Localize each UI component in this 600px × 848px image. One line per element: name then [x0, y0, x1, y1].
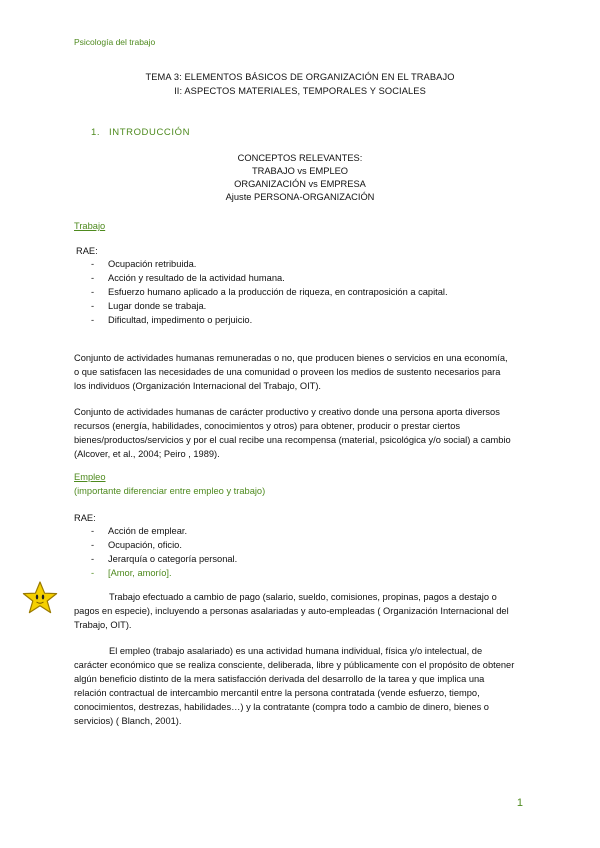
list-item: - Ocupación, oficio.	[91, 540, 182, 550]
empleo-note: (importante diferenciar entre empleo y trabajo)	[74, 486, 266, 496]
list-item: - Esfuerzo humano aplicado a la producción de riqueza, en contraposición a capital.	[91, 287, 448, 297]
doc-title-line1: TEMA 3: ELEMENTOS BÁSICOS DE ORGANIZACIÓN EN EL TRABAJO	[145, 72, 455, 82]
trabajo-heading: Trabajo	[74, 221, 106, 231]
concept-ajuste: Ajuste PERSONA-ORGANIZACIÓN	[225, 192, 375, 202]
empleo-rae-label: RAE:	[74, 513, 96, 523]
list-item: - Acción de emplear.	[91, 526, 188, 536]
list-item: - Jerarquía o categoría personal.	[91, 554, 238, 564]
page-number: 1	[516, 797, 523, 809]
trabajo-paragraph-2: Conjunto de actividades humanas de carácter productivo y creativo donde una persona aporta diversos recursos (energía, habilidades, conocimientos y otros) para obtener, producir o prestar ciertos bienes/productos/servicios y por el cual recibe una recompensa (material, psicológica y/o social) a cambio (Alcover, et al., 2004; Peiro , 1989).	[74, 407, 511, 459]
trabajo-rae-label: RAE:	[76, 246, 98, 256]
trabajo-paragraph-1: Conjunto de actividades humanas remuneradas o no, que producen bienes o servicios en una economía, o que satisfacen las necesidades de una comunidad o proveen los medios de sustento necesarios para los individuos (Organización Internacional del Trabajo, OIT).	[74, 353, 508, 391]
running-header: Psicología del trabajo	[74, 37, 156, 47]
concepts-block	[0, 152, 600, 204]
list-item: - Lugar donde se trabaja.	[91, 301, 207, 311]
concepts-heading: CONCEPTOS RELEVANTES:	[237, 153, 363, 163]
section-number: 1.	[91, 127, 101, 138]
concept-trabajo-empleo: TRABAJO vs EMPLEO	[251, 166, 349, 176]
section-heading	[91, 127, 190, 138]
empleo-paragraph-2: El empleo (trabajo asalariado) es una actividad humana individual, física y/o intelectual, de carácter económico que se realiza consciente, deliberada, libre y públicamente con el propósito de obtener algún beneficio distinto de la mera satisfacción derivada del desarrollo de la tarea y que implica una relación contractual de intercambio mercantil entre la persona contratada (vende esfuerzo, tiempo, conocimientos, destrezas, habilidades…) y la contratante (compra todo a cambio de dinero, bienes o servicios) ( Blanch, 2001).	[74, 646, 515, 726]
empleo-paragraph-1: Trabajo efectuado a cambio de pago (salario, sueldo, comisiones, propinas, pagos a destajo o pagos en especie), incluyendo a personas asalariadas y auto-empleadas ( Organización Internacional del Trabajo, OIT).	[74, 592, 509, 630]
star-icon	[22, 581, 58, 615]
list-item: - Acción y resultado de la actividad humana.	[91, 273, 285, 283]
concept-organizacion-empresa: ORGANIZACIÓN vs EMPRESA	[234, 179, 366, 189]
trabajo-rae-list	[91, 257, 448, 327]
list-item: - [Amor, amorío].	[91, 568, 172, 578]
doc-title-line2: II: ASPECTOS MATERIALES, TEMPORALES Y SOCIALES	[174, 86, 426, 96]
list-item: - Dificultad, impedimento o perjuicio.	[91, 315, 253, 325]
empleo-heading: Empleo	[74, 472, 106, 482]
list-item: - Ocupación retribuida.	[91, 259, 197, 269]
section-label: INTRODUCCIÓN	[109, 127, 191, 138]
empleo-rae-list	[91, 524, 237, 580]
